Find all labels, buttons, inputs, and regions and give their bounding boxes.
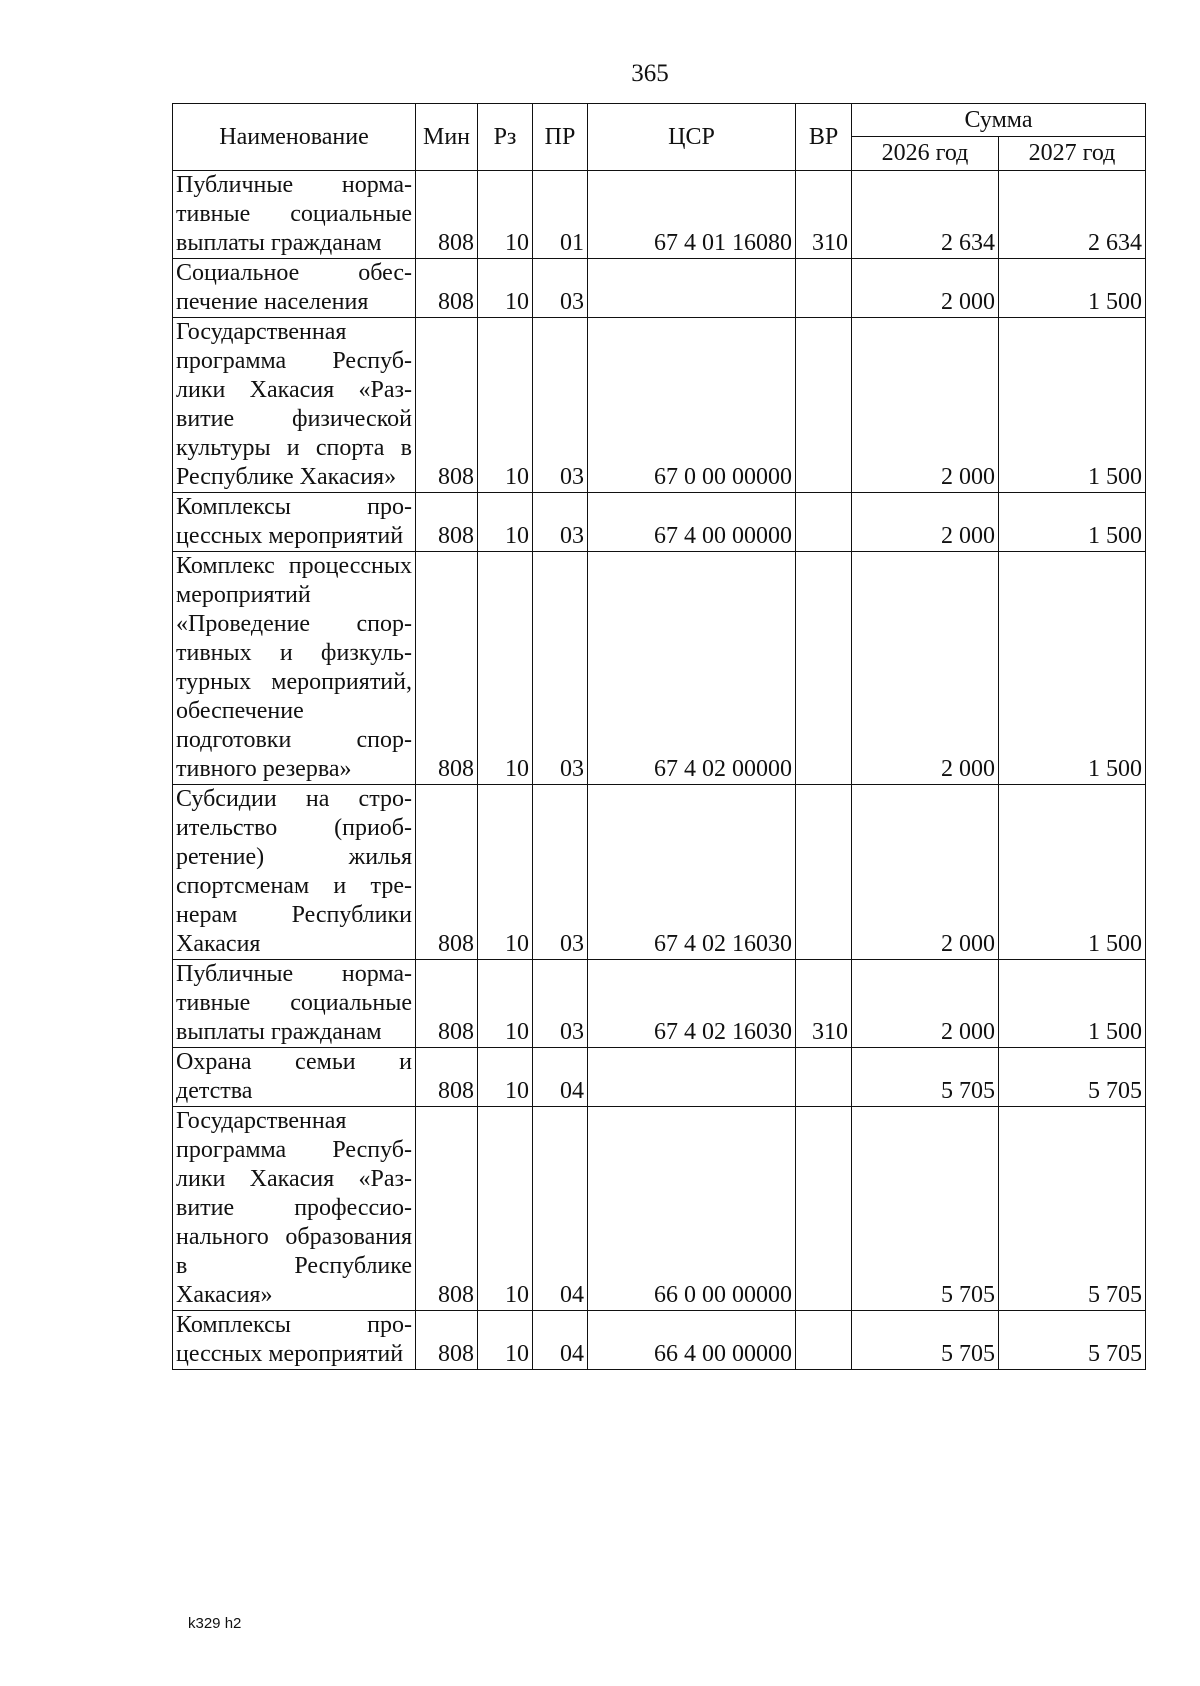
row-amount-2027: 5 705: [999, 1311, 1146, 1370]
row-amount-2027: 1 500: [999, 318, 1146, 493]
row-csr: 67 4 00 00000: [588, 493, 796, 552]
header-sum: Сумма: [852, 104, 1146, 137]
table-row: [173, 552, 1146, 785]
row-amount-2027: 2 634: [999, 171, 1146, 259]
row-rz: 10: [478, 552, 533, 785]
row-amount-2026: 2 000: [852, 318, 999, 493]
header-csr: ЦСР: [588, 104, 796, 171]
row-vr: 310: [796, 171, 852, 259]
row-csr: 67 4 01 16080: [588, 171, 796, 259]
row-rz: 10: [478, 493, 533, 552]
row-min: 808: [416, 171, 478, 259]
row-rz: 10: [478, 1311, 533, 1370]
row-name: Субсидии на строительство (приобретение) жилья спортсменам и тренерам Республики Хакасия: [173, 785, 416, 960]
row-rz: 10: [478, 1107, 533, 1311]
row-name: Публичные нормативные социальные выплаты гражданам: [173, 171, 416, 259]
page-number: 365: [631, 60, 669, 87]
header-min: Мин: [416, 104, 478, 171]
row-min: 808: [416, 1107, 478, 1311]
header-year-2026: 2026 год: [852, 137, 999, 171]
row-csr: 67 0 00 00000: [588, 318, 796, 493]
document-code: k329 h2: [188, 1615, 242, 1632]
row-amount-2026: 5 705: [852, 1048, 999, 1107]
row-pr: 04: [533, 1048, 588, 1107]
table-row: [173, 493, 1146, 552]
row-name: Публичные нормативные социальные выплаты гражданам: [173, 960, 416, 1048]
table-row: [173, 1311, 1146, 1370]
row-csr: 67 4 02 00000: [588, 552, 796, 785]
row-min: 808: [416, 259, 478, 318]
row-csr: [588, 1048, 796, 1107]
header-year-2027: 2027 год: [999, 137, 1146, 171]
row-csr: 67 4 02 16030: [588, 785, 796, 960]
header-pr: ПР: [533, 104, 588, 171]
row-amount-2026: 2 000: [852, 259, 999, 318]
row-rz: 10: [478, 1048, 533, 1107]
row-rz: 10: [478, 960, 533, 1048]
row-min: 808: [416, 552, 478, 785]
row-csr: 66 4 00 00000: [588, 1311, 796, 1370]
row-vr: [796, 1107, 852, 1311]
row-amount-2027: 1 500: [999, 259, 1146, 318]
header-vr: ВР: [796, 104, 852, 171]
row-name: Государственная программа Республики Хакасия «Развитие профессионального образования в Республике Хакасия»: [173, 1107, 416, 1311]
row-name: Государственная программа Республики Хакасия «Развитие физической культуры и спорта в Республике Хакасия»: [173, 318, 416, 493]
row-amount-2027: 1 500: [999, 785, 1146, 960]
row-min: 808: [416, 785, 478, 960]
row-amount-2027: 5 705: [999, 1048, 1146, 1107]
row-vr: 310: [796, 960, 852, 1048]
table-row: [173, 785, 1146, 960]
row-rz: 10: [478, 259, 533, 318]
row-name: Комплексы процессных мероприятий: [173, 1311, 416, 1370]
row-name: Охрана семьи и детства: [173, 1048, 416, 1107]
row-amount-2027: 5 705: [999, 1107, 1146, 1311]
row-min: 808: [416, 960, 478, 1048]
row-pr: 03: [533, 259, 588, 318]
row-amount-2027: 1 500: [999, 960, 1146, 1048]
header-rz: Рз: [478, 104, 533, 171]
row-name: Социальное обеспечение населения: [173, 259, 416, 318]
table-row: [173, 171, 1146, 259]
row-pr: 04: [533, 1107, 588, 1311]
table-row: [173, 259, 1146, 318]
table-row: [173, 318, 1146, 493]
row-name: Комплексы процессных мероприятий: [173, 493, 416, 552]
row-amount-2026: 5 705: [852, 1311, 999, 1370]
row-vr: [796, 493, 852, 552]
row-name: Комплекс процессных мероприятий «Проведение спортивных и физкультурных мероприятий, обеспечение подготовки спортивного резерва»: [173, 552, 416, 785]
row-pr: 03: [533, 552, 588, 785]
table-row: [173, 1048, 1146, 1107]
row-rz: 10: [478, 318, 533, 493]
row-csr: 67 4 02 16030: [588, 960, 796, 1048]
row-pr: 03: [533, 960, 588, 1048]
table-row: [173, 1107, 1146, 1311]
row-vr: [796, 552, 852, 785]
row-min: 808: [416, 1311, 478, 1370]
row-vr: [796, 318, 852, 493]
row-vr: [796, 1311, 852, 1370]
row-amount-2026: 2 000: [852, 552, 999, 785]
row-amount-2026: 5 705: [852, 1107, 999, 1311]
row-rz: 10: [478, 785, 533, 960]
row-vr: [796, 259, 852, 318]
header-name: Наименование: [173, 104, 416, 171]
row-amount-2026: 2 000: [852, 493, 999, 552]
row-amount-2027: 1 500: [999, 493, 1146, 552]
row-pr: 03: [533, 493, 588, 552]
row-pr: 01: [533, 171, 588, 259]
table-row: [173, 960, 1146, 1048]
row-min: 808: [416, 493, 478, 552]
row-pr: 04: [533, 1311, 588, 1370]
row-amount-2027: 1 500: [999, 552, 1146, 785]
row-vr: [796, 785, 852, 960]
row-amount-2026: 2 000: [852, 960, 999, 1048]
row-csr: [588, 259, 796, 318]
row-min: 808: [416, 318, 478, 493]
row-amount-2026: 2 000: [852, 785, 999, 960]
row-vr: [796, 1048, 852, 1107]
row-csr: 66 0 00 00000: [588, 1107, 796, 1311]
budget-table: [172, 103, 1146, 1370]
row-pr: 03: [533, 318, 588, 493]
row-min: 808: [416, 1048, 478, 1107]
row-rz: 10: [478, 171, 533, 259]
row-amount-2026: 2 634: [852, 171, 999, 259]
row-pr: 03: [533, 785, 588, 960]
